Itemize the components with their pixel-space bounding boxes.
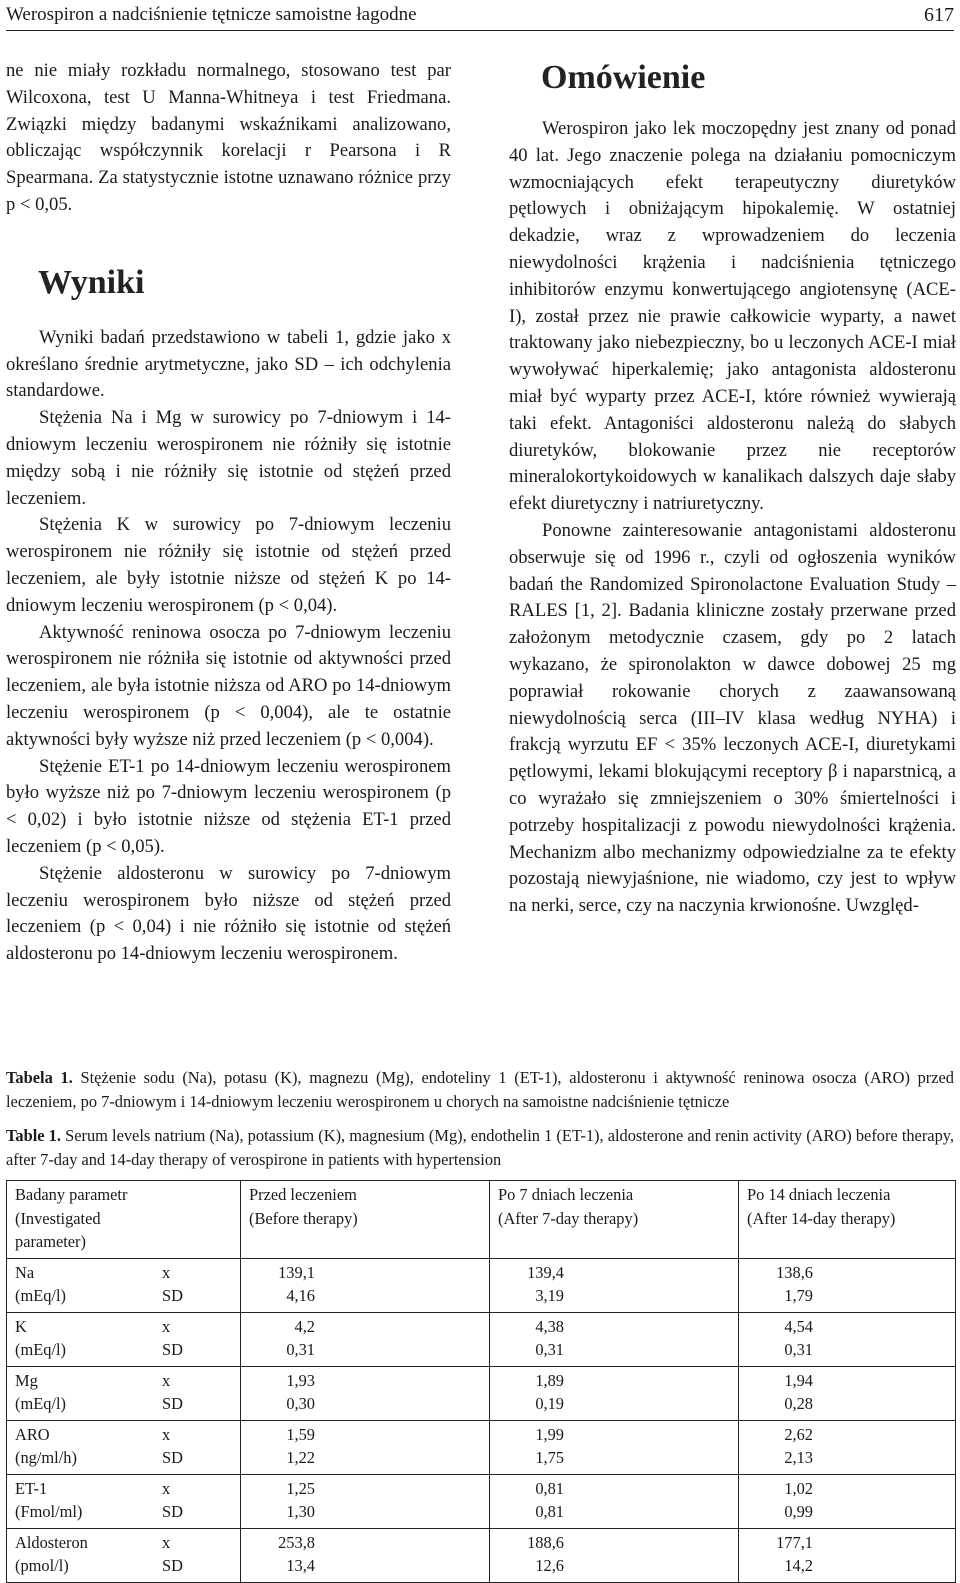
discussion-paragraph: Werospiron jako lek moczopędny jest znany od ponad 40 lat. Jego znaczenie polega na działaniu pomocniczym wzmocniających efekt terapeutyczny diuretyków pętlowych i obniżającym hipokalemię. W ostatniej dekadzie, wraz z wprowadzeniem do leczenia niewydolności krążenia i nadciśnienia tętniczego inhibitorów enzymu konwertującego angiotensynę (ACE-I), został przez nie prawie całkowicie wyparty, a nawet traktowany jako niebezpieczny, bo u leczonych ACE-I miał wywoływać hiperkalemię; jako antagonista aldosteronu miał być wyparty przez ACE-I, które również wywierają taki efekt. Antagoniści aldosteronu należą do słabych diuretyków, blokowanie przez nie receptorów mineralokortykoidowych w kanalikach dalszych daje słaby efekt diuretyczny i natriuretyczny. — [509, 118, 956, 515]
results-paragraph: Stężenie ET-1 po 14-dniowym leczeniu werospironem było wyższe niż po 7-dniowym leczeniu werospironem (p < 0,02) i było istotnie niższe od stężenia ET-1 przed leczeniem (p < 0,05). — [6, 755, 451, 857]
header-cell: Badany parametr (Investigated parameter) — [7, 1181, 159, 1259]
statistic-cell: x SD — [158, 1474, 241, 1528]
page-number: 617 — [924, 3, 954, 26]
results-table-body — [7, 1181, 956, 1583]
day7-therapy-cell: 1,99 1,75 — [490, 1420, 739, 1474]
results-paragraph: Stężenia Na i Mg w surowicy po 7-dniowym i 14-dniowym leczeniu werospironem nie różniły się istotnie między sobą i nie różniły się istotnie od stężeń przed leczeniem. — [6, 407, 451, 509]
table-row — [7, 1312, 956, 1366]
table-row — [7, 1528, 956, 1582]
day7-therapy-cell: 188,6 12,6 — [490, 1528, 739, 1582]
statistic-cell: x SD — [158, 1420, 241, 1474]
results-paragraph: Stężenie aldosteronu w surowicy po 7-dniowym leczeniu werospironem było niższe od stężeń przed leczeniem (p < 0,04) i nie różniło się istotnie od stężeń aldosteronu po 14-dniowym leczeniu werospironem. — [6, 862, 451, 965]
before-therapy-cell: 139,1 4,16 — [241, 1258, 490, 1312]
before-therapy-cell: 1,93 0,30 — [241, 1366, 490, 1420]
results-table — [6, 1180, 956, 1583]
parameter-cell: K (mEq/l) — [7, 1312, 159, 1366]
left-column — [6, 58, 451, 968]
parameter-cell: Na (mEq/l) — [7, 1258, 159, 1312]
before-therapy-cell: 4,2 0,31 — [241, 1312, 490, 1366]
day7-therapy-cell: 1,89 0,19 — [490, 1366, 739, 1420]
day14-therapy-cell: 1,94 0,28 — [739, 1366, 956, 1420]
results-paragraph: Stężenia K w surowicy po 7-dniowym leczeniu werospironem nie różniły się istotnie od stężeń przed leczeniem, ale były istotnie niższe od stężeń K po 14-dniowym leczeniu werospironem (p < 0,04). — [6, 514, 451, 616]
discussion-paragraph: Ponowne zainteresowanie antagonistami aldosteronu obserwuje się od 1996 r., czyli od ogłoszenia wyników badań the Randomized Spironolactone Evaluation Study – RALES [1, 2]. Badania kliniczne zostały przerwane przed założonym metodycznie czasem, gdy po 2 latach wykazano, że spironolakton w dawce dobowej 25 mg poprawiał rokowanie chorych z zaawansowaną niewydolnością serca (III–IV klasa według NYHA) i frakcją wyrzutu EF < 35% leczonych ACE-I, diuretykami pętlowymi, lekami blokującymi receptory β i naparstnicą, a co wyrażało się zmniejszeniem o 30% śmiertelności i potrzeby hospitalizacji z powodu niewydolności krążenia. Mechanizm albo mechanizmy odpowiedzialne za te efekty pozostają niewyjaśnione, nie wiadomo, czy jest to wpływ na nerki, serce, czy na naczynia krwionośne. Uwzględ- — [509, 519, 956, 917]
table-caption-polish — [6, 1066, 954, 1113]
running-title: Werospiron a nadciśnienie tętnicze samoistne łagodne — [6, 4, 417, 25]
day14-therapy-cell: 4,54 0,31 — [739, 1312, 956, 1366]
header-cell: Po 7 dniach leczenia (After 7-day therapy) — [490, 1181, 739, 1259]
table-row — [7, 1366, 956, 1420]
statistic-cell: x SD — [158, 1312, 241, 1366]
results-paragraph: Wyniki badań przedstawiono w tabeli 1, gdzie jako x określano średnie arytmetyczne, jako SD – ich odchylenia standardowe. — [6, 326, 451, 402]
right-column — [509, 58, 956, 920]
table-row — [7, 1258, 956, 1312]
table-caption-text: Serum levels natrium (Na), potassium (K), magnesium (Mg), endothelin 1 (ET-1), aldosterone and renin activity (ARO) before therapy, after 7-day and 14-day therapy of verospirone in patients with hypertension — [6, 1126, 954, 1169]
results-paragraph: Aktywność reninowa osocza po 7-dniowym leczeniu werospironem nie różniła się istotnie od aktywności przed leczeniem, ale była istotnie niższa od ARO po 14-dniowym leczeniu werospironem (p < 0,004), ale te ostatnie aktywności były wyższe niż przed leczeniem (p < 0,004). — [6, 621, 451, 750]
table-caption-text: Stężenie sodu (Na), potasu (K), magnezu (Mg), endoteliny 1 (ET-1), aldosteronu i aktywność reninowa osocza (ARO) przed leczeniem, po 7-dniowym i 14-dniowym leczeniu werospironem u chorych na samoistne nadciśnienie tętnicze — [6, 1068, 954, 1111]
before-therapy-cell: 1,25 1,30 — [241, 1474, 490, 1528]
before-therapy-cell: 253,8 13,4 — [241, 1528, 490, 1582]
day7-therapy-cell: 0,81 0,81 — [490, 1474, 739, 1528]
statistic-cell: x SD — [158, 1366, 241, 1420]
running-header — [6, 0, 954, 31]
header-cell: Po 14 dniach leczenia (After 14-day therapy) — [739, 1181, 956, 1259]
parameter-cell: Mg (mEq/l) — [7, 1366, 159, 1420]
day14-therapy-cell: 1,02 0,99 — [739, 1474, 956, 1528]
table-caption-english — [6, 1124, 954, 1171]
before-therapy-cell: 1,59 1,22 — [241, 1420, 490, 1474]
table-label: Table 1. — [6, 1126, 61, 1145]
parameter-cell: ARO (ng/ml/h) — [7, 1420, 159, 1474]
results-heading: Wyniki — [38, 263, 145, 301]
table-row — [7, 1474, 956, 1528]
discussion-heading: Omówienie — [541, 59, 706, 96]
day7-therapy-cell: 139,4 3,19 — [490, 1258, 739, 1312]
table-row — [7, 1420, 956, 1474]
header-cell — [158, 1181, 241, 1259]
statistic-cell: x SD — [158, 1528, 241, 1582]
day14-therapy-cell: 138,6 1,79 — [739, 1258, 956, 1312]
table-label: Tabela 1. — [6, 1068, 73, 1087]
header-cell: Przed leczeniem (Before therapy) — [241, 1181, 490, 1259]
parameter-cell: ET-1 (Fmol/ml) — [7, 1474, 159, 1528]
day14-therapy-cell: 177,1 14,2 — [776, 1532, 813, 1575]
methods-continuation: ne nie miały rozkładu normalnego, stosowano test par Wilcoxona, test U Manna-Whitneya i test Friedmana. Związki między badanymi wskaźnikami analizowano, obliczając współczynnik korelacji r Pearsona i R Spearmana. Za statystycznie istotne uznawano różnice przy p < 0,05. — [6, 60, 451, 215]
day14-therapy-cell: 2,62 2,13 — [739, 1420, 956, 1474]
table-header-row — [7, 1181, 956, 1259]
day7-therapy-cell: 4,38 0,31 — [490, 1312, 739, 1366]
parameter-cell: Aldosteron (pmol/l) — [15, 1532, 88, 1575]
statistic-cell: x SD — [158, 1258, 241, 1312]
